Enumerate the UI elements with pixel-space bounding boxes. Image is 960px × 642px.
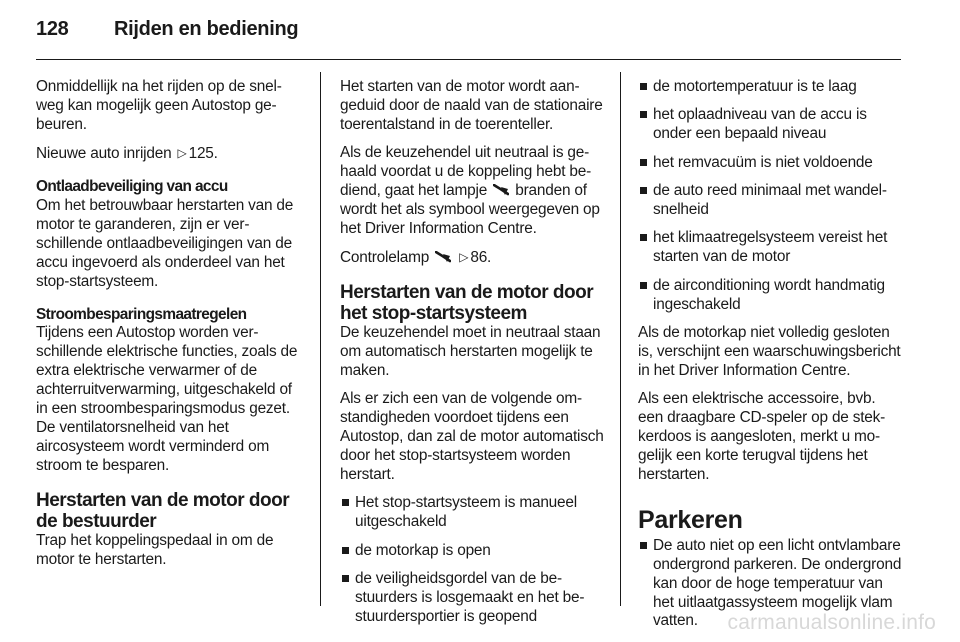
bullet-square-icon — [640, 542, 647, 549]
list-item — [340, 570, 605, 627]
paragraph: De keuzehendel moet in neutraal staan om automatisch herstarten mogelijk te maken. — [340, 324, 601, 379]
paragraph: Trap het koppelingspedaal in om de motor te herstarten. — [36, 531, 274, 568]
list-item — [340, 494, 605, 532]
list-item-text: Het stop-startsysteem is manueel uitgeschakeld — [355, 494, 577, 531]
bullet-list — [340, 494, 605, 626]
paragraph-text: Als de keuzehendel uit neutraal is gehaald voordat u de koppeling hebt bediend, gaat het lampje — [340, 144, 592, 200]
paragraph: Om het betrouwbaar herstarten van de motor te garanderen, zijn er verschillende ontlaadbeveiligingen van de accu ingevoerd als onderdeel van het stop-startsysteem. — [36, 197, 294, 290]
list-item — [638, 229, 903, 267]
list-item-text: de motortemperatuur is te laag — [653, 78, 857, 95]
list-item — [638, 277, 903, 315]
list-item-text: het klimaatregelsysteem vereist het starten van de motor — [653, 229, 888, 266]
bullet-square-icon — [640, 187, 647, 194]
bullet-square-icon — [640, 111, 647, 118]
autostop-lamp-icon — [435, 251, 451, 263]
reference-triangle-icon: ▷ — [177, 146, 187, 161]
heading-bestuurder: Herstarten van de motor door de bestuurder — [36, 489, 290, 532]
list-item-text: De auto niet op een licht ontvlambare ondergrond parkeren. De ondergrond kan door de hoge temperatuur van het uitlaatgassysteem mogelijk vlam vatten. — [653, 536, 902, 630]
list-item-text: het oplaadniveau van de accu is onder een bepaald niveau — [653, 106, 867, 143]
section-ontlaad — [36, 178, 304, 291]
paragraph: Als de motorkap niet volledig gesloten is, verschijnt een waarschuwingsbericht in het Driver Information Centre. — [638, 324, 901, 379]
paragraph-reference — [340, 248, 605, 268]
chapter-title: Rijden en bediening — [114, 18, 299, 40]
page-number: 128 — [36, 18, 69, 40]
paragraph-text: branden of wordt het als symbool weergegeven op het Driver Information Centre. — [340, 182, 600, 237]
bullet-square-icon — [342, 547, 349, 554]
column-2 — [340, 78, 605, 636]
column-divider-2 — [620, 72, 621, 606]
bullet-square-icon — [640, 159, 647, 166]
page-reference[interactable]: 125. — [188, 145, 218, 163]
list-item — [638, 106, 903, 144]
paragraph-reference — [36, 144, 304, 164]
bullet-square-icon — [640, 282, 647, 289]
list-item — [340, 542, 605, 561]
paragraph-lamp — [340, 144, 605, 239]
bullet-list — [638, 78, 903, 315]
reference-text: Controlelamp — [340, 249, 430, 267]
bullet-square-icon — [342, 499, 349, 506]
paragraph: Tijdens een Autostop worden verschillende elektrische functies, zoals de extra elektrische verwarmer of de achterruitverwarming, uitgeschakeld of in een stroombesparingsmodus gezet. De ventilatorsnelheid van het aircosysteem wordt verminderd om stroom te besparen. — [36, 324, 298, 474]
bullet-square-icon — [342, 575, 349, 582]
list-item — [638, 154, 903, 173]
column-3 — [638, 78, 903, 641]
list-item — [638, 182, 903, 220]
paragraph: Als er zich een van de volgende omstandigheden voordoet tijdens een Autostop, dan zal de motor automatisch door het stop-startsysteem worden herstart. — [340, 390, 604, 483]
column-1 — [36, 78, 304, 579]
list-item-text: het remvacuüm is niet voldoende — [653, 153, 873, 171]
column-divider-1 — [320, 72, 321, 606]
header-rule — [36, 59, 901, 60]
paragraph: Onmiddellijk na het rijden op de snelweg kan mogelijk geen Autostop gebeuren. — [36, 78, 282, 133]
page-reference[interactable]: 86. — [470, 249, 492, 267]
reference-triangle-icon: ▷ — [459, 250, 469, 265]
page-header — [36, 18, 901, 58]
paragraph: Als een elektrische accessoire, bvb. een draagbare CD-speler op de stekkerdoos is aangesloten, merkt u mogelijk een korte terugval tijdens het herstarten. — [638, 390, 886, 483]
paragraph: Het starten van de motor wordt aangeduid door de naald van de stationaire toerentalstand in de toerenteller. — [340, 78, 603, 133]
list-item-text: de airconditioning wordt handmatig ingeschakeld — [653, 276, 885, 313]
list-item-text: de veiligheidsgordel van de bestuurders is losgemaakt en het bestuurdersportier is geopend — [355, 570, 585, 625]
heading-parkeren: Parkeren — [638, 505, 743, 534]
reference-text: Nieuwe auto inrijden — [36, 145, 172, 163]
list-item — [638, 78, 903, 97]
subheading-stroom: Stroombesparingsmaatregelen — [36, 305, 247, 323]
list-item-text: de motorkap is open — [355, 541, 491, 559]
bullet-square-icon — [640, 234, 647, 241]
watermark: carmanualsonline.info — [727, 611, 936, 634]
autostop-lamp-icon — [493, 184, 509, 196]
list-item-text: de auto reed minimaal met wandelsnelheid — [653, 182, 888, 219]
heading-stop-start: Herstarten van de motor door het stop-startsysteem — [340, 282, 594, 325]
bullet-square-icon — [640, 83, 647, 90]
subheading-ontlaad: Ontlaadbeveiliging van accu — [36, 178, 228, 196]
section-stroom — [36, 306, 304, 476]
